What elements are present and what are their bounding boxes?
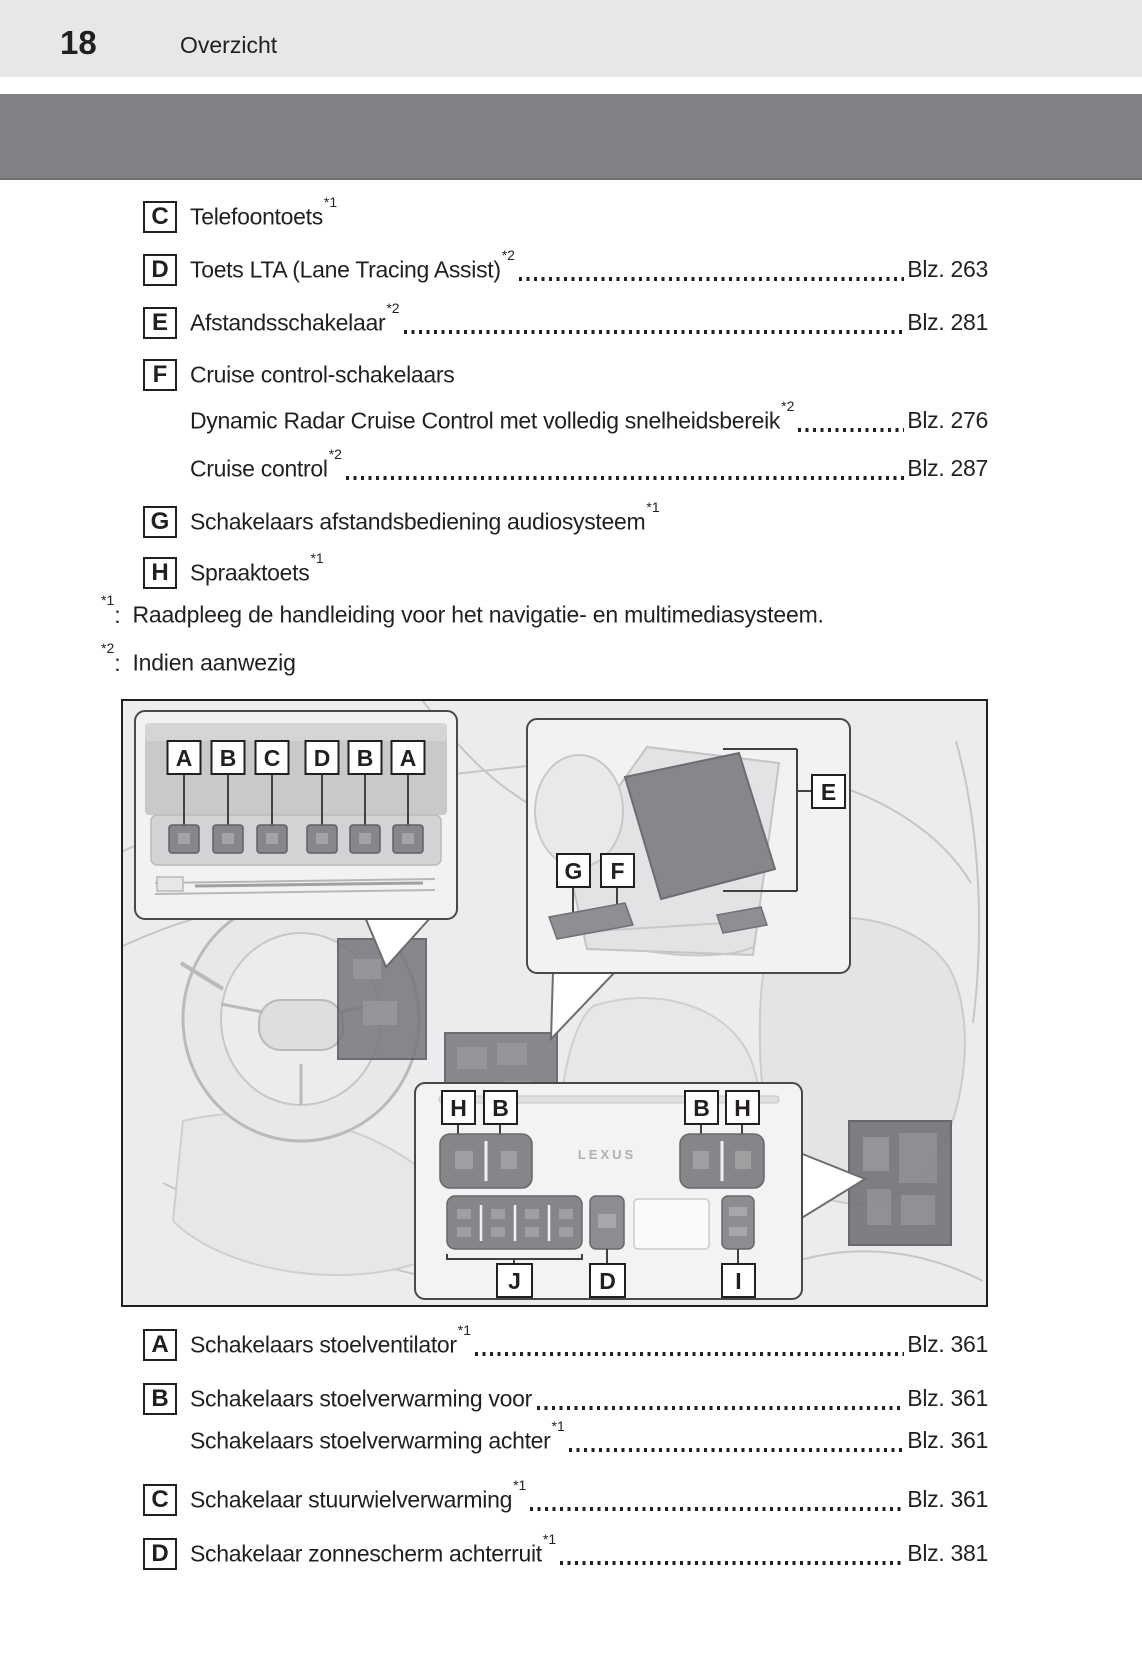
callout-label: E	[820, 779, 837, 805]
dot-leader	[798, 428, 904, 432]
item-label: Schakelaars stoelverwarming achter	[190, 1427, 551, 1454]
item-page-ref: Blz. 361	[907, 1331, 988, 1357]
footnote-ref: *1	[646, 499, 660, 516]
page-header	[0, 0, 1142, 77]
page-number: 18	[60, 24, 97, 61]
item-page-ref: Blz. 263	[907, 256, 988, 282]
item-text	[190, 1477, 527, 1513]
item-label: Cruise control-schakelaars	[190, 361, 455, 388]
item-text	[190, 446, 342, 482]
list-item	[143, 1418, 988, 1457]
inset-rear-panel	[415, 1083, 802, 1299]
footnote	[100, 592, 824, 629]
item-tag: A	[143, 1329, 177, 1361]
item-tag: C	[143, 1484, 177, 1516]
callout-label: B	[492, 1095, 509, 1121]
dot-leader	[475, 1352, 904, 1356]
item-label: Cruise control	[190, 455, 328, 482]
footnote	[100, 640, 296, 677]
item-label: Toets LTA (Lane Tracing Assist)	[190, 256, 501, 283]
item-tag: G	[143, 506, 177, 538]
item-label: Schakelaars afstandsbediening audiosysteem	[190, 508, 646, 535]
dot-leader	[404, 330, 905, 334]
footnote-ref: *1	[513, 1477, 527, 1494]
aux-switch	[722, 1196, 754, 1249]
item-label: Spraaktoets	[190, 559, 310, 586]
callout-label: A	[175, 745, 193, 771]
list-item	[143, 358, 988, 391]
item-text	[190, 362, 455, 387]
callout-label: G	[564, 858, 583, 884]
list-item	[143, 1322, 988, 1361]
footnote-marker: *1	[101, 592, 115, 608]
dot-leader	[569, 1448, 905, 1452]
interior-illustration	[123, 701, 986, 1305]
item-label: Schakelaars stoelventilator	[190, 1331, 457, 1358]
item-text	[190, 1418, 565, 1454]
item-page-ref: Blz. 361	[907, 1385, 988, 1411]
blank-panel	[634, 1199, 709, 1249]
item-text	[190, 398, 795, 434]
list-item	[143, 398, 988, 437]
callout-label: D	[313, 745, 331, 771]
footnote-ref: *2	[781, 398, 795, 415]
item-page-ref: Blz. 361	[907, 1427, 988, 1453]
footnote-marker: *2	[101, 640, 115, 656]
list-item	[143, 1477, 988, 1516]
footnote-ref: *2	[386, 300, 400, 317]
callout-label: I	[735, 1268, 742, 1294]
footnote-ref: *2	[501, 247, 515, 264]
callout-label: B	[356, 745, 374, 771]
footnote-separator: :	[114, 649, 121, 676]
dot-leader	[530, 1507, 904, 1511]
item-text	[190, 1386, 533, 1411]
callout-label: F	[610, 858, 625, 884]
section-title: Overzicht	[180, 32, 278, 58]
item-tag: D	[143, 1538, 177, 1570]
dot-leader	[537, 1406, 904, 1410]
item-tag: D	[143, 254, 177, 286]
tray-slot	[157, 877, 183, 891]
item-page-ref: Blz. 381	[907, 1540, 988, 1566]
list-item	[143, 1382, 988, 1415]
item-label: Afstandsschakelaar	[190, 309, 386, 336]
item-page-ref: Blz. 361	[907, 1486, 988, 1512]
footnote-ref: *1	[551, 1418, 565, 1435]
list-item	[143, 300, 988, 339]
highlight-rear-console	[849, 1121, 951, 1245]
item-tag: F	[143, 359, 177, 391]
item-label: Telefoontoets	[190, 203, 323, 230]
list-item	[143, 1531, 988, 1570]
brand-text: LEXUS	[577, 1147, 637, 1162]
footnote-ref: *2	[328, 446, 342, 463]
list-item	[143, 194, 988, 233]
callout-label: D	[599, 1268, 616, 1294]
dot-leader	[346, 476, 904, 480]
item-page-ref: Blz. 276	[907, 407, 988, 433]
item-page-ref: Blz. 281	[907, 309, 988, 335]
dot-leader	[519, 277, 904, 281]
item-text	[190, 300, 400, 336]
item-text	[190, 499, 660, 535]
item-text	[190, 1322, 472, 1358]
callout-label: C	[263, 745, 281, 771]
footnote-ref: *1	[542, 1531, 557, 1548]
footnote-ref: *1	[323, 194, 338, 211]
callout-label: J	[508, 1268, 521, 1294]
footnote-text: Raadpleeg de handleiding voor het navigatie- en multimediasysteem.	[132, 601, 824, 628]
item-text	[190, 1531, 557, 1567]
callout-label: H	[450, 1095, 467, 1121]
callout-label: B	[219, 745, 237, 771]
list-item	[143, 446, 988, 485]
footnote-separator: :	[114, 601, 121, 628]
item-text	[190, 194, 338, 230]
item-label: Schakelaar stuurwielverwarming	[190, 1486, 513, 1513]
interior-overview-figure	[121, 699, 988, 1307]
footnote-text: Indien aanwezig	[132, 649, 296, 676]
item-tag: C	[143, 201, 177, 233]
callout-label: B	[693, 1095, 710, 1121]
callout-label: A	[399, 745, 417, 771]
item-label: Schakelaars stoelverwarming voor	[190, 1385, 532, 1412]
list-item	[143, 550, 988, 589]
item-page-ref: Blz. 287	[907, 455, 988, 481]
item-text	[190, 247, 515, 283]
footnote-ref: *1	[457, 1322, 472, 1339]
list-item	[143, 247, 988, 286]
item-text	[190, 550, 324, 586]
inset-center-console	[527, 719, 850, 973]
callout-label: H	[734, 1095, 751, 1121]
list-item	[143, 499, 988, 538]
item-tag: H	[143, 557, 177, 589]
inset-wheel-buttons	[135, 711, 457, 919]
footnote-ref: *1	[310, 550, 324, 567]
item-label: Dynamic Radar Cruise Control met volledig snelheidsbereik	[190, 407, 781, 434]
item-tag: E	[143, 307, 177, 339]
dot-leader	[560, 1561, 904, 1565]
item-tag: B	[143, 1383, 177, 1415]
section-banner	[0, 94, 1142, 180]
item-label: Schakelaar zonnescherm achterruit	[190, 1540, 542, 1567]
